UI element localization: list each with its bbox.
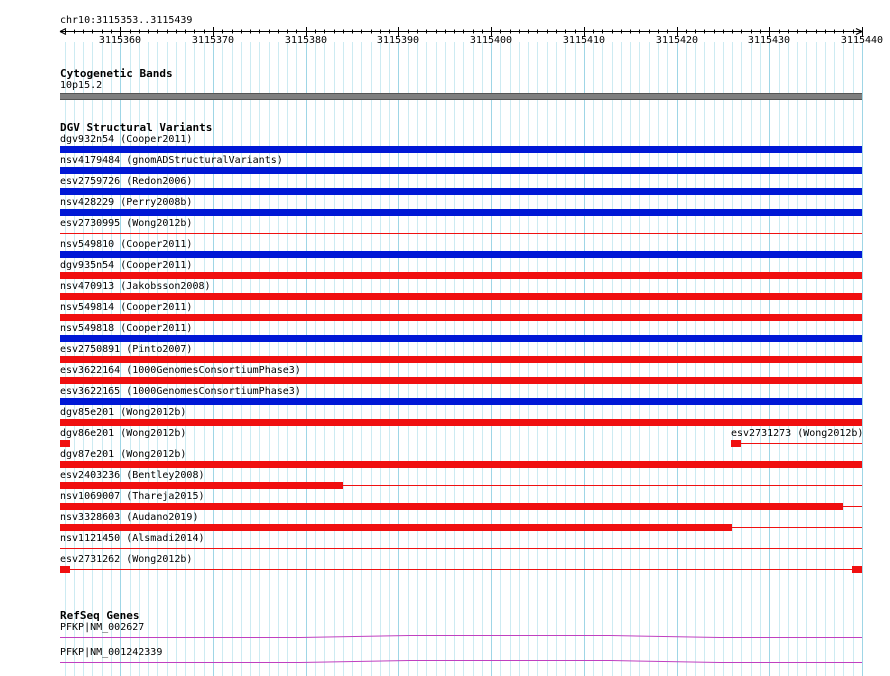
cytoband-bar[interactable]: [60, 93, 862, 100]
dgv-variant-bar[interactable]: [60, 569, 862, 570]
dgv-variant-label[interactable]: esv2730995 (Wong2012b): [60, 218, 193, 229]
dgv-variant-bar[interactable]: [60, 167, 862, 174]
ruler-tick-label: 3115390: [376, 35, 420, 46]
ruler-tick-label: 3115430: [747, 35, 791, 46]
ruler-tick-label: 3115400: [469, 35, 513, 46]
dgv-variant-label[interactable]: nsv549814 (Cooper2011): [60, 302, 193, 313]
refseq-gene-transcript[interactable]: [0, 658, 890, 664]
dgv-variant-label[interactable]: nsv470913 (Jakobsson2008): [60, 281, 211, 292]
ruler-tick-label: 3115420: [655, 35, 699, 46]
dgv-variant-bar[interactable]: [343, 485, 862, 486]
dgv-variant-label[interactable]: nsv1121450 (Alsmadi2014): [60, 533, 205, 544]
dgv-variant-bar[interactable]: [60, 566, 70, 573]
dgv-variant-label[interactable]: esv2403236 (Bentley2008): [60, 470, 205, 481]
dgv-variant-label[interactable]: dgv86e201 (Wong2012b): [60, 428, 187, 439]
dgv-variant-label[interactable]: esv2759726 (Redon2006): [60, 176, 193, 187]
cytoband-label[interactable]: 10p15.2: [60, 80, 103, 91]
dgv-variant-bar[interactable]: [60, 440, 70, 447]
dgv-variant-label[interactable]: esv3622164 (1000GenomesConsortiumPhase3): [60, 365, 301, 376]
dgv-variant-bar[interactable]: [843, 506, 862, 507]
dgv-variant-label[interactable]: nsv3328603 (Audano2019): [60, 512, 199, 523]
cytobands-title: Cytogenetic Bands: [60, 67, 173, 80]
ruler-tick-label: 3115440: [840, 35, 884, 46]
dgv-variant-bar[interactable]: [60, 398, 862, 405]
dgv-variant-bar[interactable]: [60, 188, 862, 195]
dgv-variant-label[interactable]: nsv1069007 (Thareja2015): [60, 491, 205, 502]
dgv-variant-bar[interactable]: [60, 377, 862, 384]
ruler-tick-label: 3115410: [562, 35, 606, 46]
region-coordinates: chr10:3115353..3115439: [60, 15, 193, 26]
dgv-variant-bar[interactable]: [60, 482, 343, 489]
dgv-variant-bar[interactable]: [60, 503, 843, 510]
dgv-variant-label[interactable]: esv3622165 (1000GenomesConsortiumPhase3): [60, 386, 301, 397]
refseq-title: RefSeq Genes: [60, 609, 140, 622]
dgv-variant-bar[interactable]: [732, 527, 862, 528]
dgv-variant-label[interactable]: dgv932n54 (Cooper2011): [60, 134, 193, 145]
dgv-variant-label[interactable]: nsv4179484 (gnomADStructuralVariants): [60, 155, 283, 166]
dgv-variant-bar[interactable]: [60, 293, 862, 300]
dgv-variant-bar[interactable]: [60, 356, 862, 363]
dgv-variant-label[interactable]: esv2731262 (Wong2012b): [60, 554, 193, 565]
dgv-variant-bar[interactable]: [741, 443, 862, 444]
dgv-variant-bar[interactable]: [60, 419, 862, 426]
refseq-gene-transcript[interactable]: [0, 633, 890, 639]
dgv-variant-label[interactable]: dgv87e201 (Wong2012b): [60, 449, 187, 460]
dgv-variant-label[interactable]: nsv428229 (Perry2008b): [60, 197, 193, 208]
dgv-variant-bar[interactable]: [60, 461, 862, 468]
dgv-variant-label[interactable]: esv2750891 (Pinto2007): [60, 344, 193, 355]
dgv-variant-bar[interactable]: [60, 314, 862, 321]
dgv-variant-bar[interactable]: [60, 251, 862, 258]
dgv-variant-bar[interactable]: [852, 566, 862, 573]
refseq-gene-label[interactable]: PFKP|NM_001242339: [60, 647, 163, 658]
ruler-tick-label: 3115370: [191, 35, 235, 46]
ruler-tick-label: 3115380: [284, 35, 328, 46]
dgv-variant-label[interactable]: dgv935n54 (Cooper2011): [60, 260, 193, 271]
dgv-variant-label[interactable]: esv2731273 (Wong2012b): [731, 428, 864, 439]
dgv-variant-bar[interactable]: [60, 335, 862, 342]
ruler-tick-label: 3115360: [98, 35, 142, 46]
dgv-title: DGV Structural Variants: [60, 121, 213, 134]
dgv-variant-bar[interactable]: [731, 440, 741, 447]
dgv-variant-bar[interactable]: [60, 548, 862, 549]
dgv-variant-bar[interactable]: [60, 146, 862, 153]
dgv-variant-bar[interactable]: [60, 272, 862, 279]
dgv-variant-label[interactable]: nsv549810 (Cooper2011): [60, 239, 193, 250]
dgv-variant-bar[interactable]: [60, 209, 862, 216]
dgv-variant-label[interactable]: dgv85e201 (Wong2012b): [60, 407, 187, 418]
dgv-variant-bar[interactable]: [60, 233, 862, 234]
dgv-variant-label[interactable]: nsv549818 (Cooper2011): [60, 323, 193, 334]
dgv-variant-bar[interactable]: [60, 524, 732, 531]
refseq-gene-label[interactable]: PFKP|NM_002627: [60, 622, 145, 633]
